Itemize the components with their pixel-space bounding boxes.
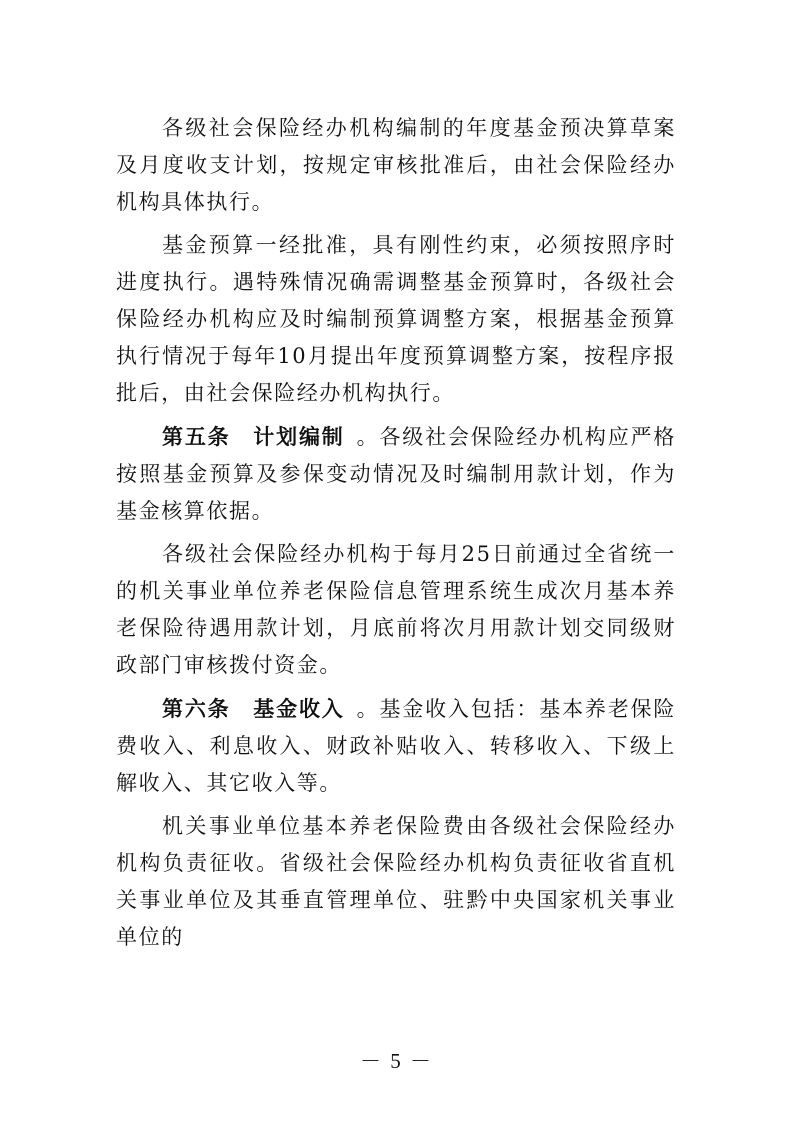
paragraph: [116, 808, 676, 956]
article-paragraph: [116, 690, 676, 802]
paragraph-text: 各级社会保险经办机构于每月25日前通过全省统一的机关事业单位养老保险信息管理系统生成次月基本养老保险待遇用款计划，月底前将次月用款计划交同级财政部门审核拨付资金。: [116, 542, 676, 677]
document-body: [116, 110, 676, 962]
paragraph-text: 机关事业单位基本养老保险费由各级社会保险经办机构负责征收。省级社会保险经办机构负责征收省直机关事业单位及其垂直管理单位、驻黔中央国家机关事业单位的: [116, 814, 676, 949]
paragraph-text: 基金预算一经批准，具有刚性约束，必须按照序时进度执行。遇特殊情况确需调整基金预算时，各级社会保险经办机构应及时编制预算调整方案，根据基金预算执行情况于每年10月提出年度预算调整方案，按程序报批后，由社会保险经办机构执行。: [116, 233, 676, 405]
paragraph: [116, 110, 676, 221]
paragraph: [116, 536, 676, 684]
paragraph-text: 。基金收入包括：基本养老保险费收入、利息收入、财政补贴收入、转移收入、下级上解收入、其它收入等。: [116, 697, 676, 795]
page-number: － 5 －: [360, 1049, 433, 1073]
paragraph-text: 。各级社会保险经办机构应严格按照基金预算及参保变动情况及时编制用款计划，作为基金核算依据。: [116, 425, 676, 523]
article-heading: 第五条 计划编制: [162, 424, 345, 449]
paragraph-text: 各级社会保险经办机构编制的年度基金预决算草案及月度收支计划，按规定审核批准后，由社会保险经办机构具体执行。: [116, 116, 676, 214]
article-heading: 第六条 基金收入: [162, 696, 345, 721]
article-paragraph: [116, 418, 676, 530]
paragraph: [116, 227, 676, 412]
